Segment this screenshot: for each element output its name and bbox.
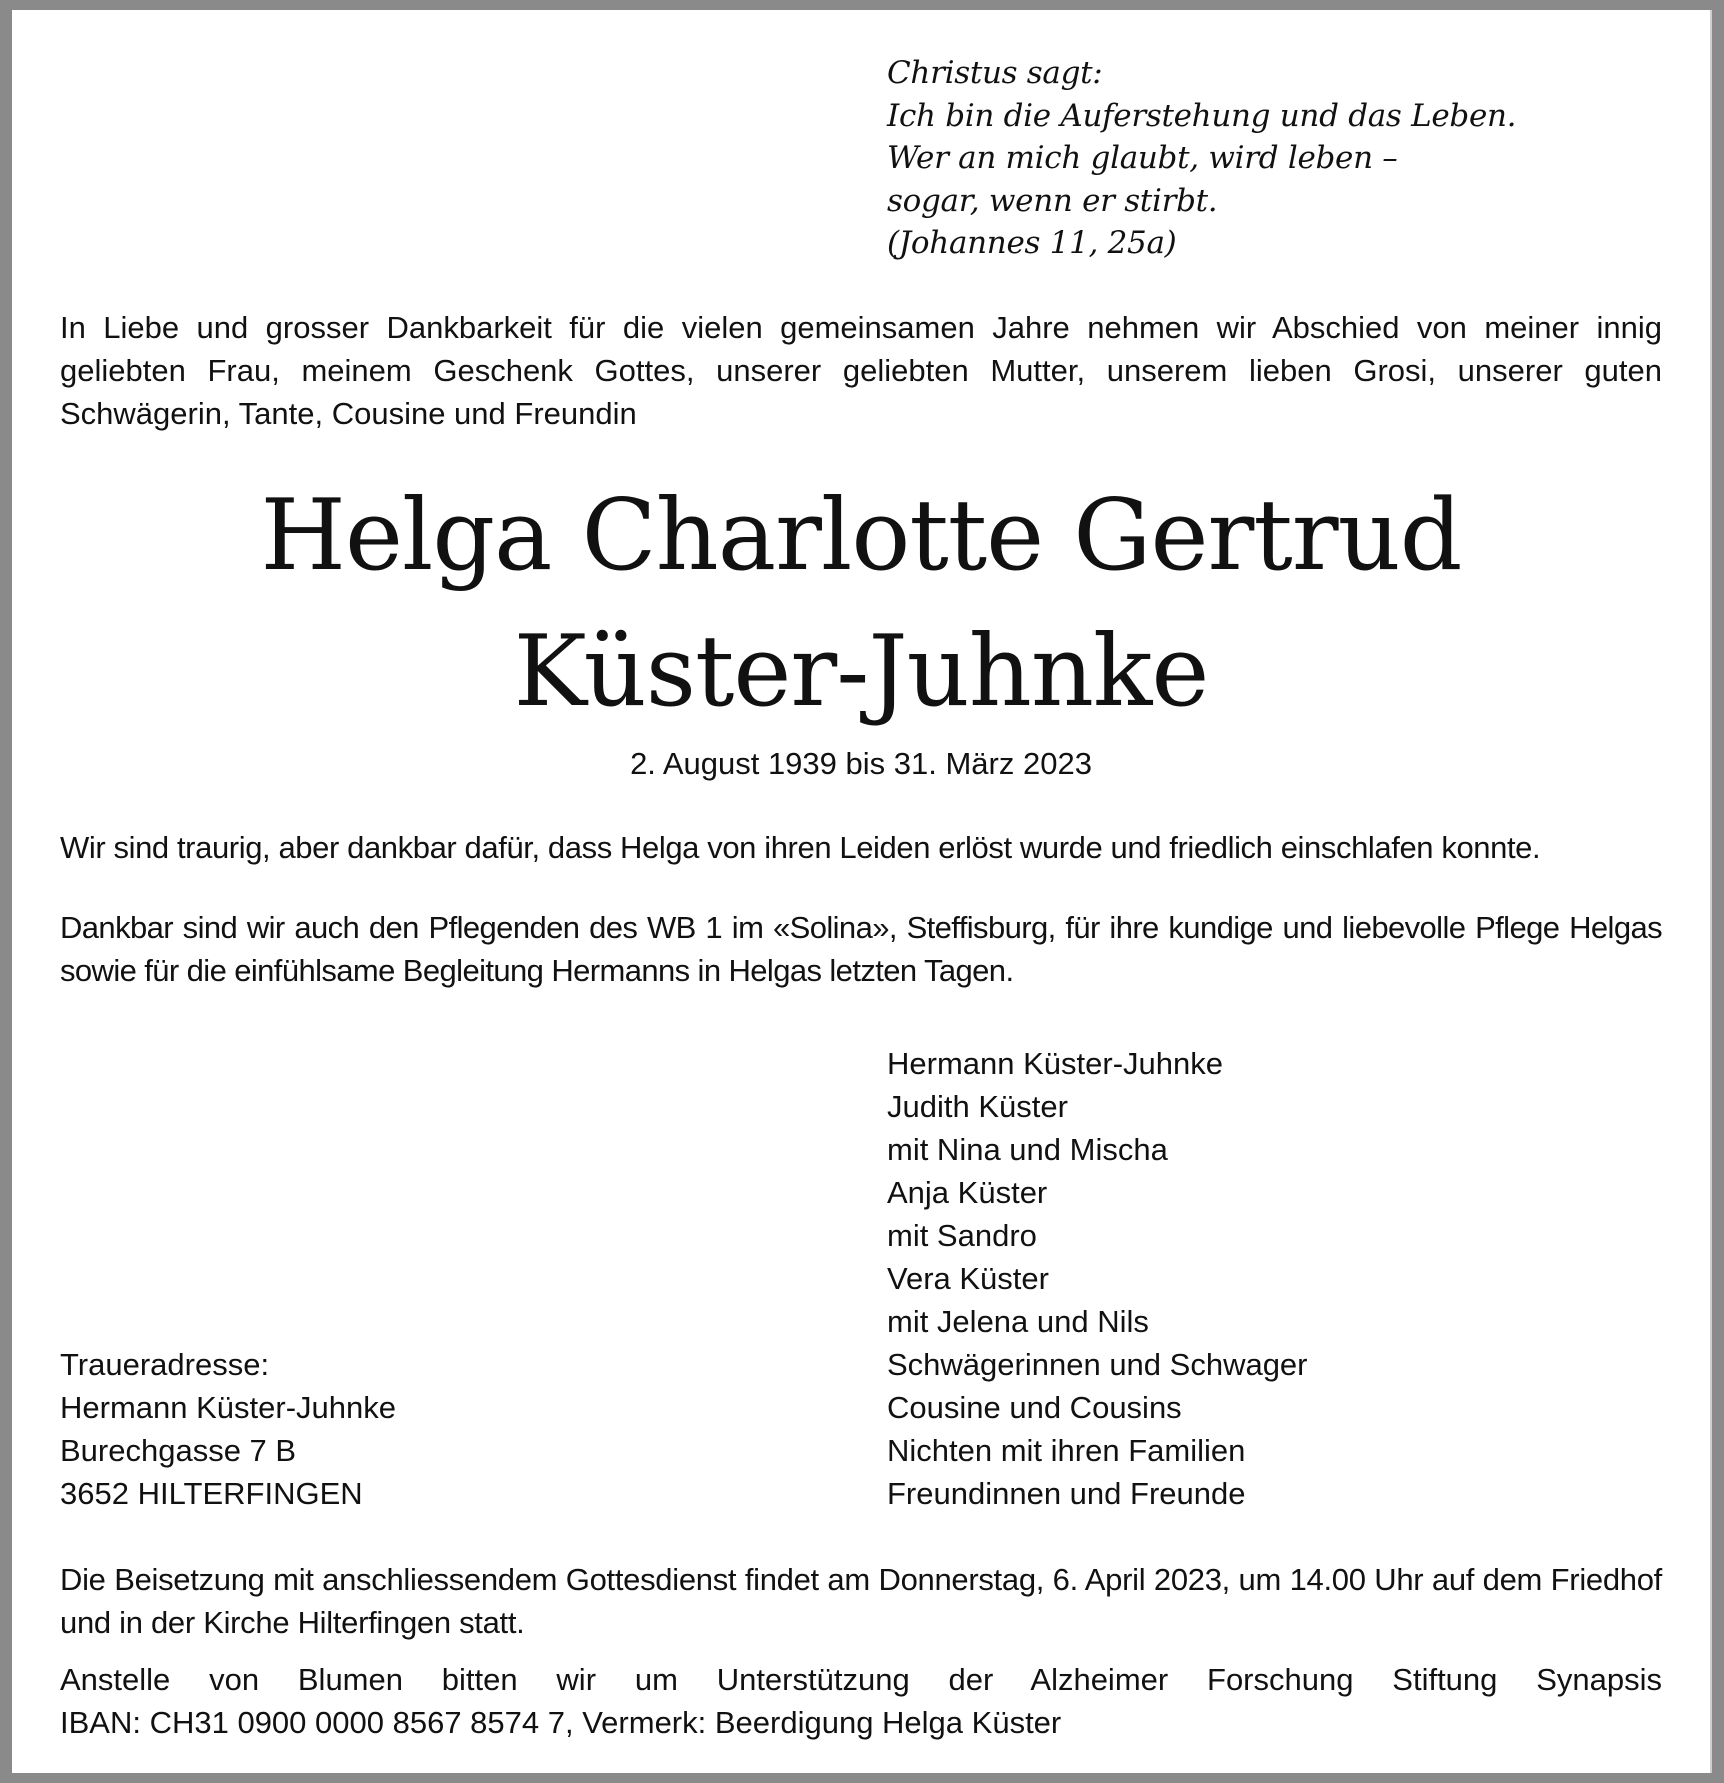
mourner: Anja Küster (887, 1175, 1048, 1210)
mourner: Hermann Küster-Juhnke (887, 1046, 1223, 1081)
mourner: mit Nina und Mischa (887, 1132, 1168, 1167)
address-city: 3652 HILTERFINGEN (60, 1476, 363, 1511)
mourner: mit Jelena und Nils (887, 1304, 1149, 1339)
deceased-given-names: Helga Charlotte Gertrud (260, 479, 1462, 593)
mourner: Cousine und Cousins (887, 1390, 1182, 1425)
verse-line: sogar, wenn er stirbt. (887, 182, 1218, 219)
bible-verse (887, 52, 1516, 265)
gratitude-paragraph: Wir sind traurig, aber dankbar dafür, dass Helga von ihren Leiden erlöst wurde und friedlich einschlafen konnte. (60, 830, 1541, 865)
mourning-address (60, 1343, 396, 1515)
address-street: Burechgasse 7 B (60, 1433, 297, 1468)
address-label: Traueradresse: (60, 1347, 270, 1382)
verse-reference: (Johannes 11, 25a) (887, 225, 1177, 261)
verse-line: Ich bin die Auferstehung und das Leben. (887, 97, 1517, 134)
verse-line: Wer an mich glaubt, wird leben – (887, 140, 1398, 176)
mourners-list (887, 1042, 1308, 1515)
address-name: Hermann Küster-Juhnke (60, 1390, 396, 1425)
mourner: Judith Küster (887, 1089, 1068, 1124)
mourner: Nichten mit ihren Familien (887, 1433, 1246, 1468)
mourner: Schwägerinnen und Schwager (887, 1347, 1308, 1382)
funeral-info-paragraph: Die Beisetzung mit anschliessendem Gottesdienst findet am Donnerstag, 6. April 2023, um 14.00 Uhr auf dem Friedhof und in der Kirche Hilterfingen statt. (60, 1562, 1662, 1640)
deceased-surname: Küster-Juhnke (513, 615, 1209, 729)
donation-iban-line: IBAN: CH31 0900 0000 8567 8574 7, Vermerk: Beerdigung Helga Küster (60, 1705, 1062, 1740)
intro-paragraph: In Liebe und grosser Dankbarkeit für die vielen gemeinsamen Jahre nehmen wir Abschied von meiner innig geliebten Frau, meinem Geschenk Gottes, unserer geliebten Mutter, unserem lieben Grosi, unserer guten Schwägerin, Tante, Cousine und Freundin (60, 310, 1662, 431)
verse-line: Christus sagt: (887, 55, 1103, 91)
obituary-page (12, 10, 1710, 1773)
mourner: mit Sandro (887, 1218, 1037, 1253)
mourner: Freundinnen und Freunde (887, 1476, 1246, 1511)
donation-paragraph (60, 1658, 1662, 1744)
donation-line: Anstelle von Blumen bitten wir um Unterstützung der Alzheimer Forschung Stiftung Synapsis (60, 1662, 1662, 1697)
thanks-caregivers-paragraph: Dankbar sind wir auch den Pflegenden des WB 1 im «Solina», Steffisburg, für ihre kundige und liebevolle Pflege Helgas sowie für die einfühlsame Begleitung Hermanns in Helgas letzten Tagen. (60, 910, 1662, 988)
mourner: Vera Küster (887, 1261, 1049, 1296)
life-dates: 2. August 1939 bis 31. März 2023 (630, 746, 1092, 781)
